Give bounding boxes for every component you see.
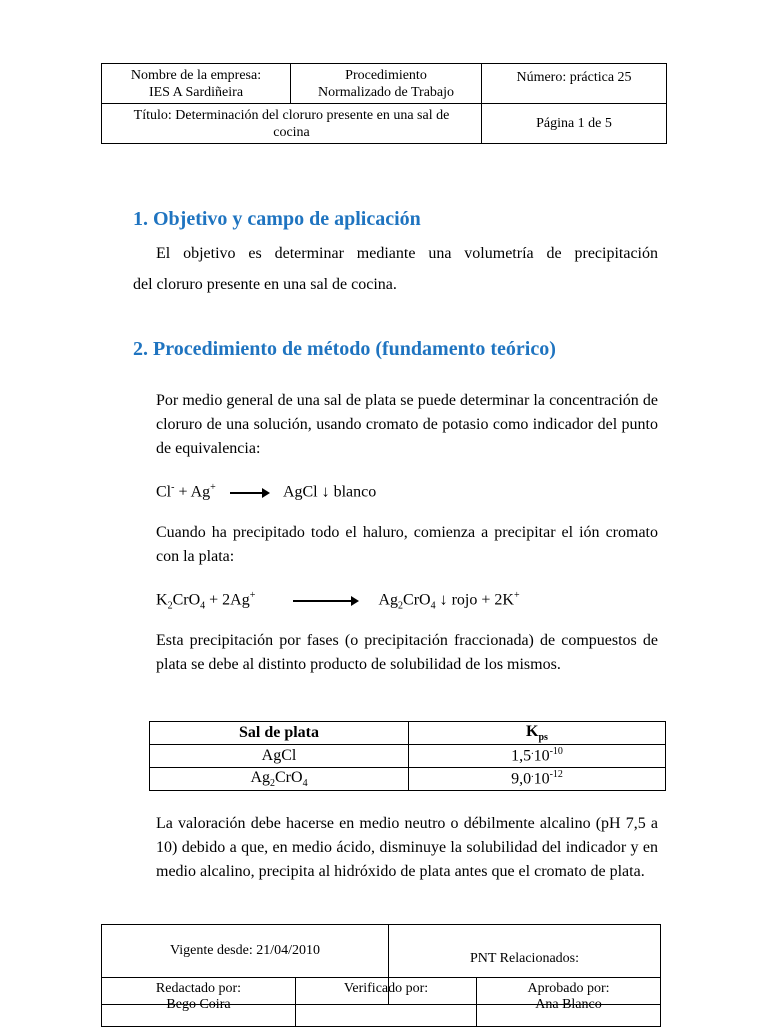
solubility-table xyxy=(149,721,666,791)
section2-paragraph2: Cuando ha precipitado todo el haluro, comienza a precipitar el ión cromato con la plata: xyxy=(156,524,658,565)
valid-from: Vigente desde: 21/04/2010 xyxy=(102,925,389,1005)
down-arrow-icon: ↓ xyxy=(321,483,330,501)
drafted-cell xyxy=(102,978,296,1027)
table-row xyxy=(150,768,666,791)
table-cell-kps: $1,5^.10^{-10}$ xyxy=(409,745,666,768)
document-title-line1: Título: Determinación del cloruro presente en una sal de xyxy=(133,107,450,123)
related-pnt: PNT Relacionados: xyxy=(389,925,661,1005)
section2-paragraph1: Por medio general de una sal de plata se puede determinar la concentración de cloruro de una solución, usando cromato de potasio como indicador del punto de equivalencia: xyxy=(156,392,658,457)
section2-paragraph4: La valoración debe hacerse en medio neutro o débilmente alcalino (pH 7,5 a 10) debido a que, en medio ácido, disminuye la solubilidad del indicador y en medio alcalino, precipita al hidróxido de plata antes que el cromato de plata. xyxy=(156,815,658,880)
table-cell-kps: $9,0^.10^{-12}$ xyxy=(409,768,666,791)
verified-cell xyxy=(296,978,477,1027)
reaction-arrow-icon xyxy=(230,492,268,494)
equation-2: $K_2CrO_4 + 2Ag^+$ $Ag_2CrO_4$ ↓ rojo + 2K+ xyxy=(156,590,520,612)
drafted-name: Bego Coira xyxy=(166,997,231,1012)
eq1-product: AgCl xyxy=(282,483,318,501)
equation-1: Cl- + Ag+ AgCl ↓ blanco xyxy=(156,482,377,501)
footer-table-bottom xyxy=(101,977,661,1027)
table-header-kps: $K_{ps}$ xyxy=(409,722,666,745)
procedure-line2: Normalizado de Trabajo xyxy=(317,84,455,100)
table-cell-salt: $Ag_2CrO_4$ xyxy=(150,768,409,791)
practice-number: Número: práctica 25 xyxy=(482,64,667,104)
table-header-salt: Sal de plata xyxy=(150,722,409,745)
document-title-line2: cocina xyxy=(273,124,310,140)
page-number: Página 1 de 5 xyxy=(482,104,667,144)
approved-name: Ana Blanco xyxy=(535,997,602,1012)
table-cell-salt: AgCl xyxy=(150,745,409,768)
section2-paragraph3: Esta precipitación por fases (o precipitación fraccionada) de compuestos de plata se debe al distinto producto de solubilidad de los mismos. xyxy=(156,632,658,673)
company-name: IES A Sardiñeira xyxy=(148,84,244,100)
down-arrow-icon: ↓ xyxy=(439,591,448,609)
eq1-note: blanco xyxy=(333,483,377,501)
company-cell xyxy=(102,64,291,104)
procedure-cell xyxy=(291,64,482,104)
reaction-arrow-icon xyxy=(293,600,357,602)
approved-label: Aprobado por: xyxy=(527,981,610,996)
verified-label: Verificado por: xyxy=(343,981,429,996)
eq2-note: rojo + 2K xyxy=(451,591,514,609)
drafted-label: Redactado por: xyxy=(155,981,242,996)
document-title-cell xyxy=(102,104,482,144)
procedure-line1: Procedimiento xyxy=(345,67,427,83)
section1-paragraph-line2: del cloruro presente en una sal de cocina. xyxy=(133,276,397,293)
approved-cell xyxy=(477,978,661,1027)
section1-heading: 1. Objetivo y campo de aplicación xyxy=(133,208,421,230)
document-header-table xyxy=(101,63,667,144)
section2-heading: 2. Procedimiento de método (fundamento teórico) xyxy=(133,338,556,360)
table-row xyxy=(150,745,666,768)
section1-paragraph-line1: El objetivo es determinar mediante una volumetría de precipitación xyxy=(156,245,658,262)
company-label: Nombre de la empresa: xyxy=(130,67,262,83)
